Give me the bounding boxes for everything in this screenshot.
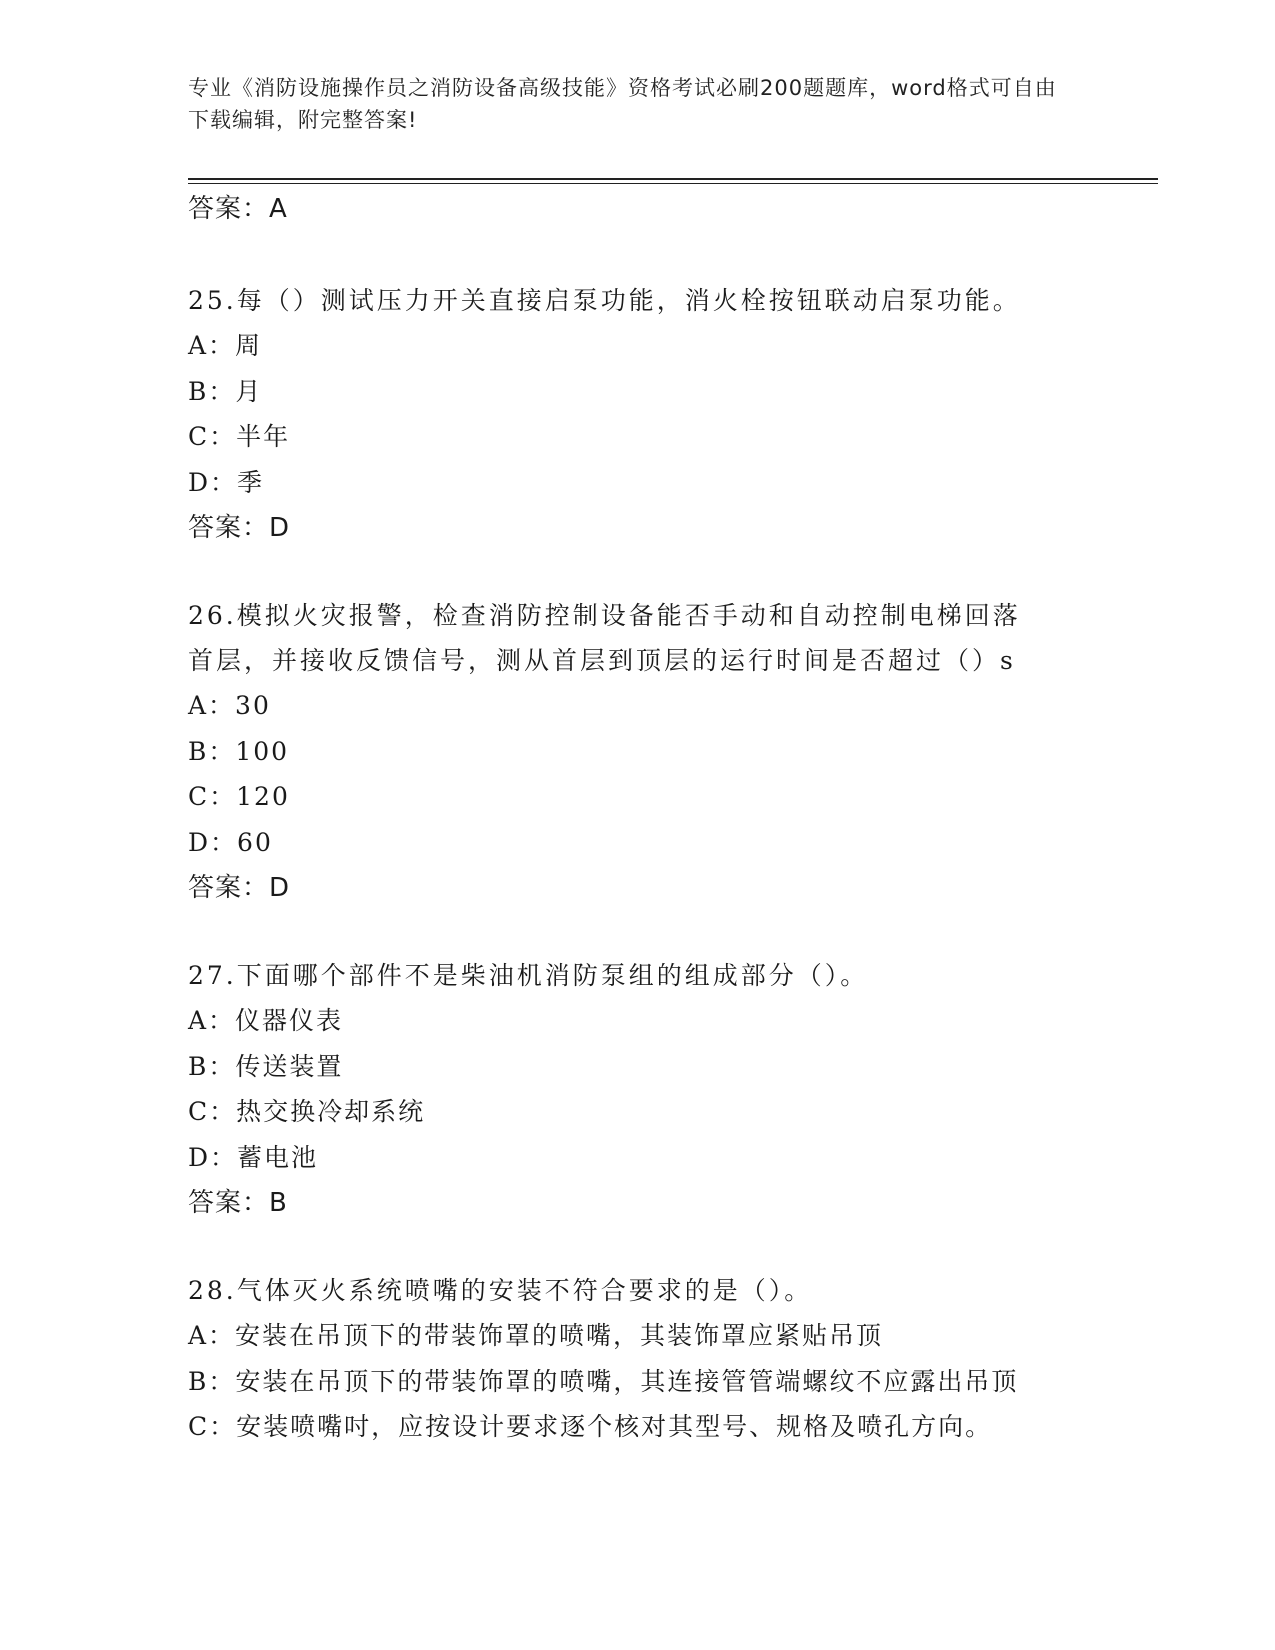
question-27-option-b: B：传送装置 — [188, 1051, 344, 1081]
header-rule-thick — [188, 178, 1158, 180]
question-27-option-d: D：蓄电池 — [188, 1142, 319, 1172]
question-27-option-c: C：热交换冷却系统 — [188, 1097, 426, 1126]
question-28-stem: 28.气体灭火系统喷嘴的安装不符合要求的是（）。 — [188, 1276, 813, 1305]
document-header: 专业《消防设施操作员之消防设备高级技能》资格考试必刷200题题库，word格式可自由下载编辑，附完整答案! — [188, 76, 1057, 132]
question-28-option-a: A：安装在吊顶下的带装饰罩的喷嘴，其装饰罩应紧贴吊顶 — [188, 1321, 884, 1350]
question-26-answer: 答案：D — [188, 873, 291, 903]
answer-24: 答案：A — [188, 194, 288, 224]
question-list — [188, 186, 1088, 1450]
question-26-option-b: B：100 — [188, 736, 290, 766]
question-27-option-a: A：仪器仪表 — [188, 1006, 344, 1035]
question-28-option-b: B：安装在吊顶下的带装饰罩的喷嘴，其连接管管端螺纹不应露出吊顶 — [188, 1366, 1019, 1396]
question-26-option-a: A：30 — [188, 691, 271, 720]
question-25-option-c: C：半年 — [188, 422, 291, 451]
question-26-option-d: D：60 — [188, 827, 273, 857]
question-27-answer: 答案：B — [188, 1188, 288, 1218]
question-26-option-c: C：120 — [188, 782, 290, 811]
question-25-answer: 答案：D — [188, 513, 291, 543]
question-25-option-a: A：周 — [188, 331, 263, 360]
question-25-option-d: D：季 — [188, 467, 265, 497]
header-rule-thin — [188, 183, 1158, 184]
question-26-stem: 26.模拟火灾报警，检查消防控制设备能否手动和自动控制电梯回落首层，并接收反馈信号，测从首层到顶层的运行时间是否超过（）s — [188, 601, 1021, 675]
question-27-stem: 27.下面哪个部件不是柴油机消防泵组的组成部分（）。 — [188, 961, 869, 990]
question-28-option-c: C：安装喷嘴吋，应按设计要求逐个核对其型号、规格及喷孔方向。 — [188, 1412, 993, 1441]
question-25-option-b: B：月 — [188, 376, 263, 406]
question-25-stem: 25.每（）测试压力开关直接启泵功能，消火栓按钮联动启泵功能。 — [188, 286, 1021, 315]
